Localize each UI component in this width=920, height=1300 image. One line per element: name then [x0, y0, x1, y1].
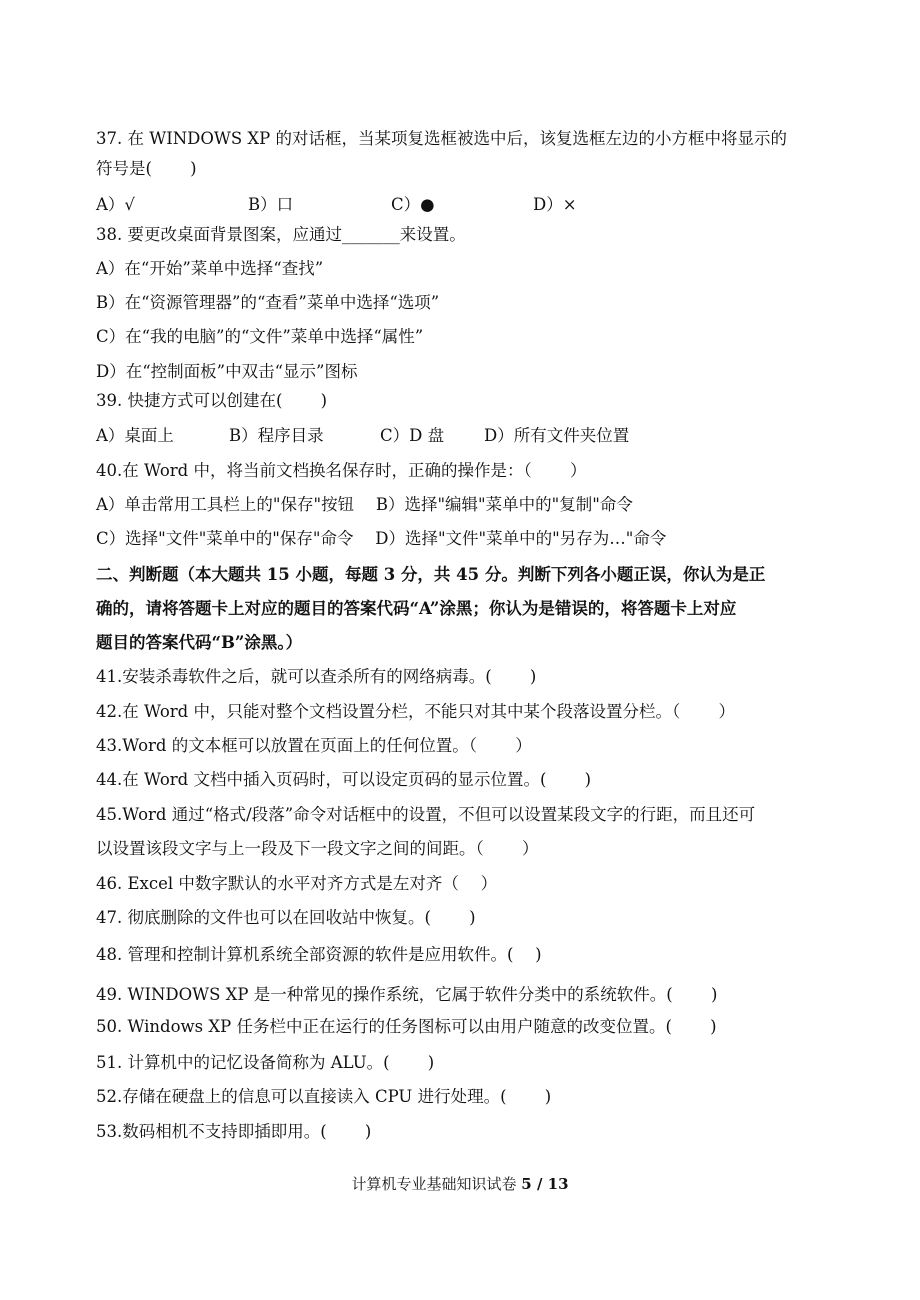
question-37-text: 37. 在 WINDOWS XP 的对话框，当某项复选框被选中后，该复选框左边的小方框中将显示的 — [96, 129, 788, 148]
section-2-heading-cont: 确的，请将答题卡上对应的题目的答案代码“A”涂黑；你认为是错误的，将答题卡上对应 — [96, 599, 737, 618]
question-40-options-cd: C）选择"文件"菜单中的"保存"命令 D）选择"文件"菜单中的"另存为…"命令 — [96, 529, 667, 548]
question-40-text: 40.在 Word 中，将当前文档换名保存时，正确的操作是：（ ） — [96, 461, 587, 480]
question-47-text: 47. 彻底删除的文件也可以在回收站中恢复。( ) — [96, 908, 476, 927]
question-41-text: 41.安装杀毒软件之后，就可以查杀所有的网络病毒。( ) — [96, 667, 537, 686]
question-46-text: 46. Excel 中数字默认的水平对齐方式是左对齐（ ） — [96, 874, 498, 893]
question-50-text: 50. Windows XP 任务栏中正在运行的任务图标可以由用户随意的改变位置。( ) — [96, 1017, 717, 1036]
question-49-text: 49. WINDOWS XP 是一种常见的操作系统，它属于软件分类中的系统软件。( ) — [96, 985, 718, 1004]
question-42-text: 42.在 Word 中，只能对整个文档设置分栏，不能只对其中某个段落设置分栏。（ ） — [96, 702, 735, 721]
question-40-options-ab: A）单击常用工具栏上的"保存"按钮 B）选择"编辑"菜单中的"复制"命令 — [96, 495, 633, 514]
question-38-text: 38. 要更改桌面背景图案，应通过_______来设置。 — [96, 225, 466, 244]
question-39-options — [96, 425, 796, 447]
question-45-text-cont: 以设置该段文字与上一段及下一段文字之间的间距。（ ） — [96, 839, 539, 858]
page-number: 5 / 13 — [521, 1175, 569, 1193]
option-d: D）所有文件夹位置 — [484, 426, 630, 445]
option-c: C）● — [391, 195, 435, 214]
page-footer — [0, 1174, 920, 1194]
question-37-text-cont: 符号是( ) — [96, 159, 197, 178]
option-a: A）√ — [96, 195, 135, 214]
footer-title: 计算机专业基础知识试卷 — [351, 1175, 517, 1193]
question-38-option-d: D）在“控制面板”中双击“显示”图标 — [96, 362, 358, 381]
question-37-options — [96, 194, 796, 216]
option-b: B）口 — [248, 195, 294, 214]
question-38-option-b: B）在“资源管理器”的“查看”菜单中选择“选项” — [96, 293, 440, 312]
option-d: D）× — [533, 195, 577, 214]
section-2-heading-end: 题目的答案代码“B”涂黑。） — [96, 633, 303, 652]
option-c: C）D 盘 — [380, 426, 445, 445]
question-38-option-a: A）在“开始”菜单中选择“查找” — [96, 259, 324, 278]
question-48-text: 48. 管理和控制计算机系统全部资源的软件是应用软件。( ) — [96, 945, 542, 964]
option-a: A）桌面上 — [96, 426, 174, 445]
question-39-text: 39. 快捷方式可以创建在( ) — [96, 391, 328, 410]
question-38-option-c: C）在“我的电脑”的“文件”菜单中选择“属性” — [96, 327, 424, 346]
question-43-text: 43.Word 的文本框可以放置在页面上的任何位置。（ ） — [96, 736, 532, 755]
question-45-text: 45.Word 通过“格式/段落”命令对话框中的设置，不但可以设置某段文字的行距，而且还可 — [96, 805, 756, 824]
question-51-text: 51. 计算机中的记忆设备简称为 ALU。( ) — [96, 1053, 435, 1072]
question-44-text: 44.在 Word 文档中插入页码时，可以设定页码的显示位置。( ) — [96, 770, 592, 789]
section-2-heading: 二、判断题（本大题共 15 小题，每题 3 分，共 45 分。判断下列各小题正误，你认为是正 — [96, 565, 766, 584]
question-52-text: 52.存储在硬盘上的信息可以直接读入 CPU 进行处理。( ) — [96, 1087, 552, 1106]
question-53-text: 53.数码相机不支持即插即用。( ) — [96, 1122, 372, 1141]
option-b: B）程序目录 — [229, 426, 324, 445]
